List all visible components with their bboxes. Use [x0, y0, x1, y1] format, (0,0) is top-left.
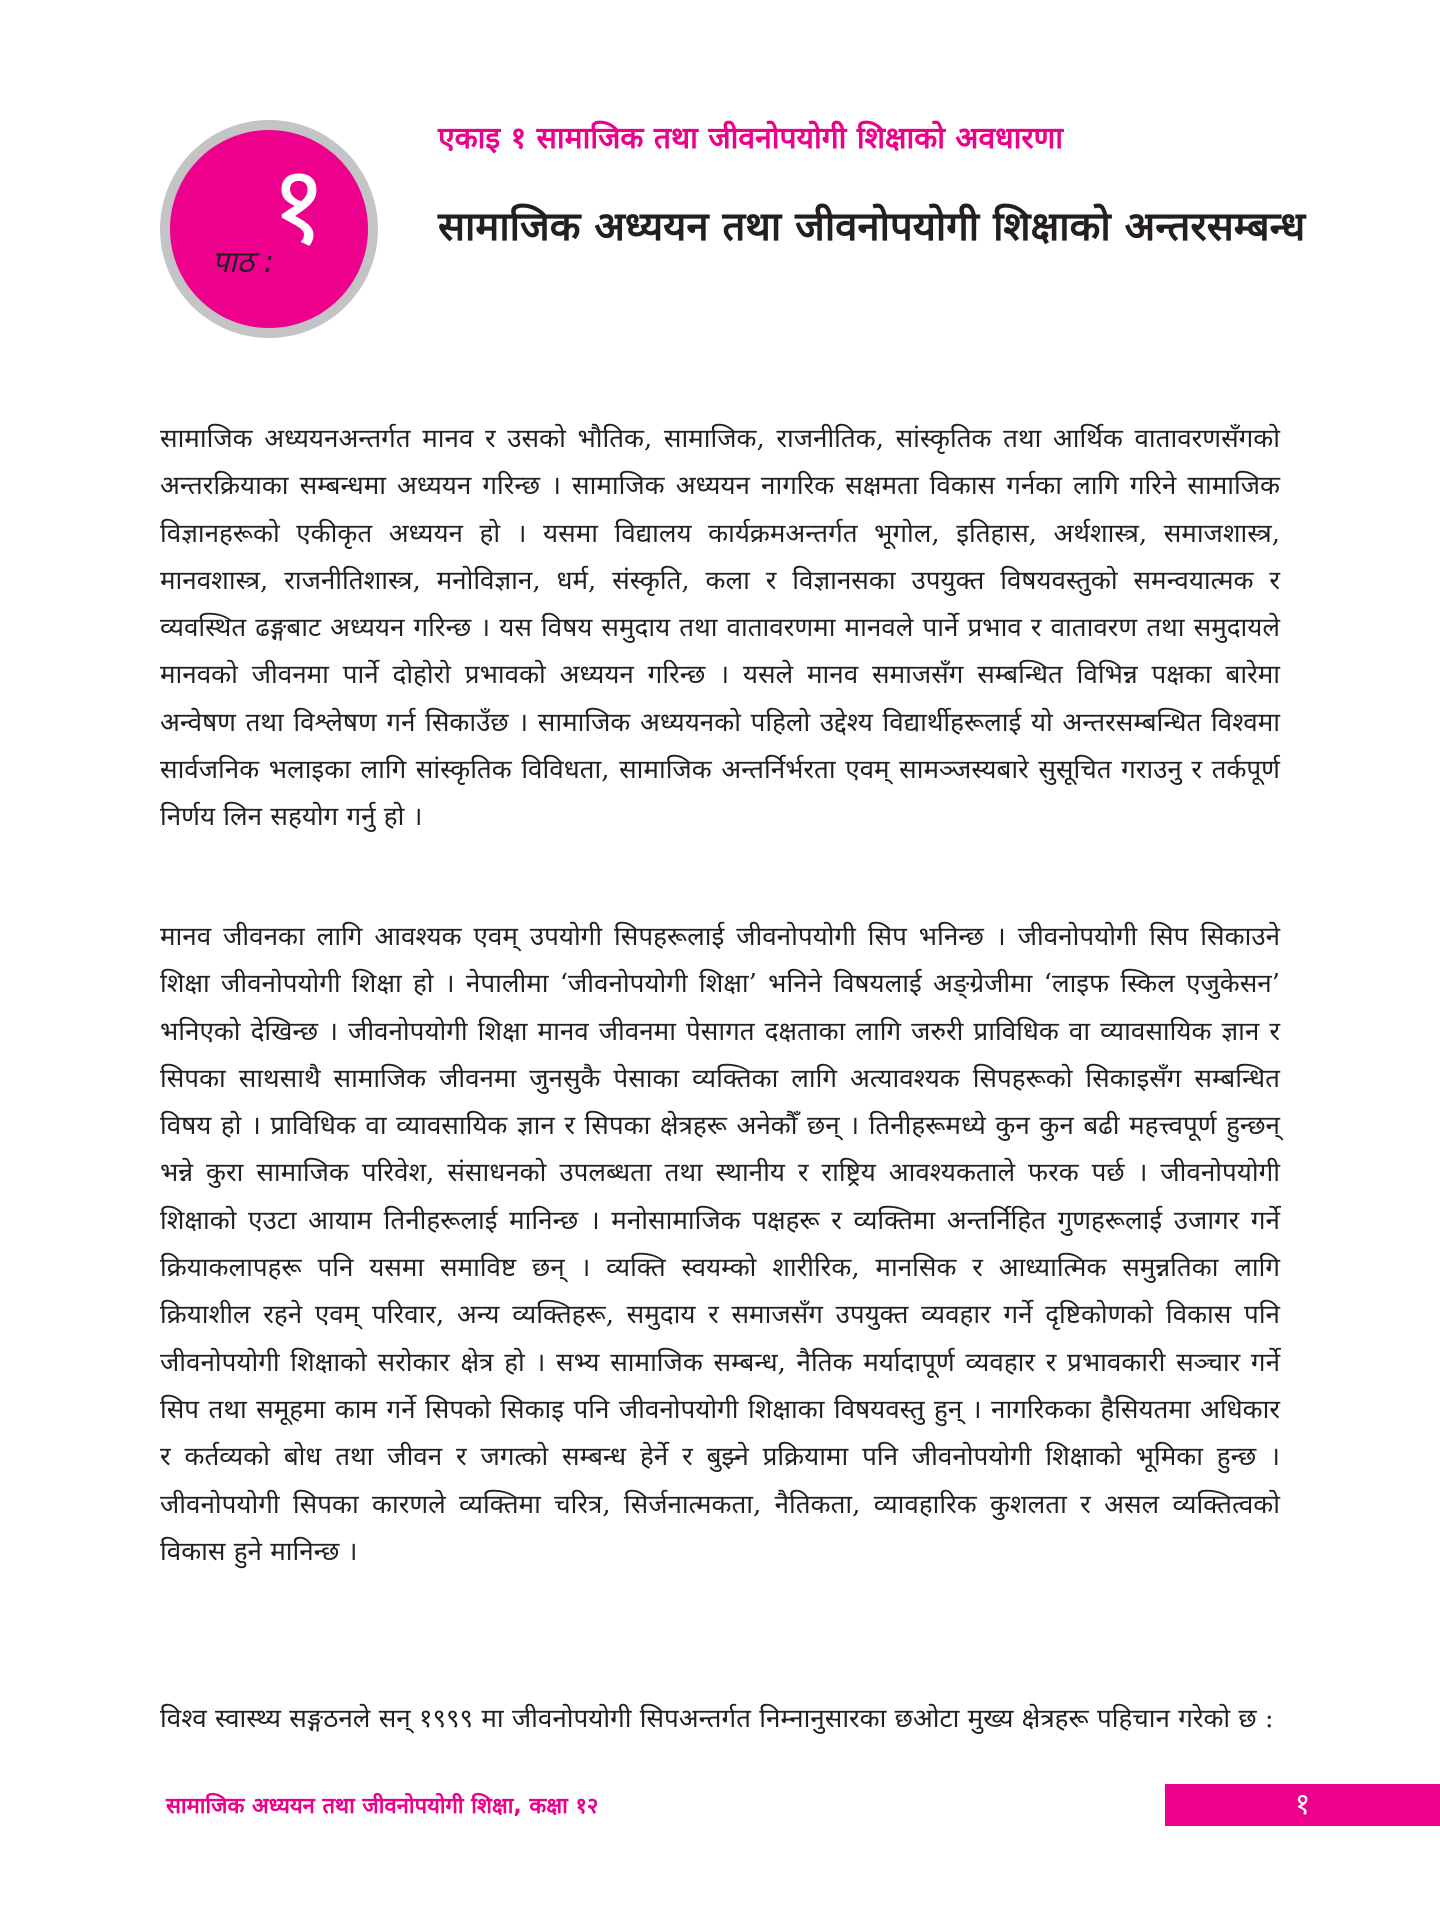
lesson-title: सामाजिक अध्ययन तथा जीवनोपयोगी शिक्षाको अन्तरसम्बन्ध: [438, 204, 1306, 250]
paragraph-life-skills: मानव जीवनका लागि आवश्यक एवम् उपयोगी सिपहरूलाई जीवनोपयोगी सिप भनिन्छ । जीवनोपयोगी सिप सिकाउने शिक्षा जीवनोपयोगी शिक्षा हो । नेपालीमा ‘जीवनोपयोगी शिक्षा’ भनिने विषयलाई अङ्ग्रेजीमा ‘लाइफ स्किल एजुकेसन’ भनिएको देखिन्छ । जीवनोपयोगी शिक्षा मानव जीवनमा पेसागत दक्षताका लागि जरुरी प्राविधिक वा व्यावसायिक ज्ञान र सिपका साथसाथै सामाजिक जीवनमा जुनसुकै पेसाका व्यक्तिका लागि अत्यावश्यक सिपहरूको सिकाइसँग सम्बन्धित विषय हो । प्राविधिक वा व्यावसायिक ज्ञान र सिपका क्षेत्रहरू अनेकौँ छन् । तिनीहरूमध्ये कुन कुन बढी महत्त्वपूर्ण हुन्छन् भन्ने कुरा सामाजिक परिवेश, संसाधनको उपलब्धता तथा स्थानीय र राष्ट्रिय आवश्यकताले फरक पर्छ । जीवनोपयोगी शिक्षाको एउटा आयाम तिनीहरूलाई मानिन्छ । मनोसामाजिक पक्षहरू र व्यक्तिमा अन्तर्निहित गुणहरूलाई उजागर गर्ने क्रियाकलापहरू पनि यसमा समाविष्ट छन् । व्यक्ति स्वयम्को शारीरिक, मानसिक र आध्यात्मिक समुन्नतिका लागि क्रियाशील रहने एवम् परिवार, अन्य व्यक्तिहरू, समुदाय र समाजसँग उपयुक्त व्यवहार गर्ने दृष्टिकोणको विकास पनि जीवनोपयोगी शिक्षाको सरोकार क्षेत्र हो । सभ्य सामाजिक सम्बन्ध, नैतिक मर्यादापूर्ण व्यवहार र प्रभावकारी सञ्चार गर्ने सिप तथा समूहमा काम गर्ने सिपको सिकाइ पनि जीवनोपयोगी शिक्षाका विषयवस्तु हुन् । नागरिकका हैसियतमा अधिकार र कर्तव्यको बोध तथा जीवन र जगत्को सम्बन्ध हेर्ने र बुझ्ने प्रक्रियामा पनि जीवनोपयोगी शिक्षाको भूमिका हुन्छ । जीवनोपयोगी सिपका कारणले व्यक्तिमा चरित्र, सिर्जनात्मकता, नैतिकता, व्यावहारिक कुशलता र असल व्यक्तित्वको विकास हुने मानिन्छ ।: [160, 922, 1280, 1567]
unit-heading: एकाइ १ सामाजिक तथा जीवनोपयोगी शिक्षाको अवधारणा: [438, 121, 1064, 156]
paragraph-who: विश्व स्वास्थ्य सङ्गठनले सन् १९९९ मा जीवनोपयोगी सिपअन्तर्गत निम्नानुसारका छओटा मुख्य क्षेत्रहरू पहिचान गरेको छ :: [160, 1704, 1274, 1734]
paragraph-intro: सामाजिक अध्ययनअन्तर्गत मानव र उसको भौतिक, सामाजिक, राजनीतिक, सांस्कृतिक तथा आर्थिक वातावरणसँगको अन्तरक्रियाका सम्बन्धमा अध्ययन गरिन्छ । सामाजिक अध्ययन नागरिक सक्षमता विकास गर्नका लागि गरिने सामाजिक विज्ञानहरूको एकीकृत अध्ययन हो । यसमा विद्यालय कार्यक्रमअन्तर्गत भूगोल, इतिहास, अर्थशास्त्र, समाजशास्त्र, मानवशास्त्र, राजनीतिशास्त्र, मनोविज्ञान, धर्म, संस्कृति, कला र विज्ञानसका उपयुक्त विषयवस्तुको समन्वयात्मक र व्यवस्थित ढङ्गबाट अध्ययन गरिन्छ । यस विषय समुदाय तथा वातावरणमा मानवले पार्ने प्रभाव र वातावरण तथा समुदायले मानवको जीवनमा पार्ने दोहोरो प्रभावको अध्ययन गरिन्छ । यसले मानव समाजसँग सम्बन्धित विभिन्न पक्षका बारेमा अन्वेषण तथा विश्लेषण गर्न सिकाउँछ । सामाजिक अध्ययनको पहिलो उद्देश्य विद्यार्थीहरूलाई यो अन्तरसम्बन्धित विश्वमा सार्वजनिक भलाइका लागि सांस्कृतिक विविधता, सामाजिक अन्तर्निर्भरता एवम् सामञ्जस्यबारे सुसूचित गराउनु र तर्कपूर्ण निर्णय लिन सहयोग गर्नु हो ।: [160, 424, 1280, 833]
lesson-badge: [160, 120, 378, 338]
lesson-badge-disc: [170, 130, 368, 328]
page-number: १: [1165, 1784, 1440, 1826]
lesson-label: पाठ :: [212, 245, 274, 280]
lesson-number: १: [270, 141, 328, 269]
footer-book-title: सामाजिक अध्ययन तथा जीवनोपयोगी शिक्षा, कक्षा १२: [166, 1794, 599, 1819]
